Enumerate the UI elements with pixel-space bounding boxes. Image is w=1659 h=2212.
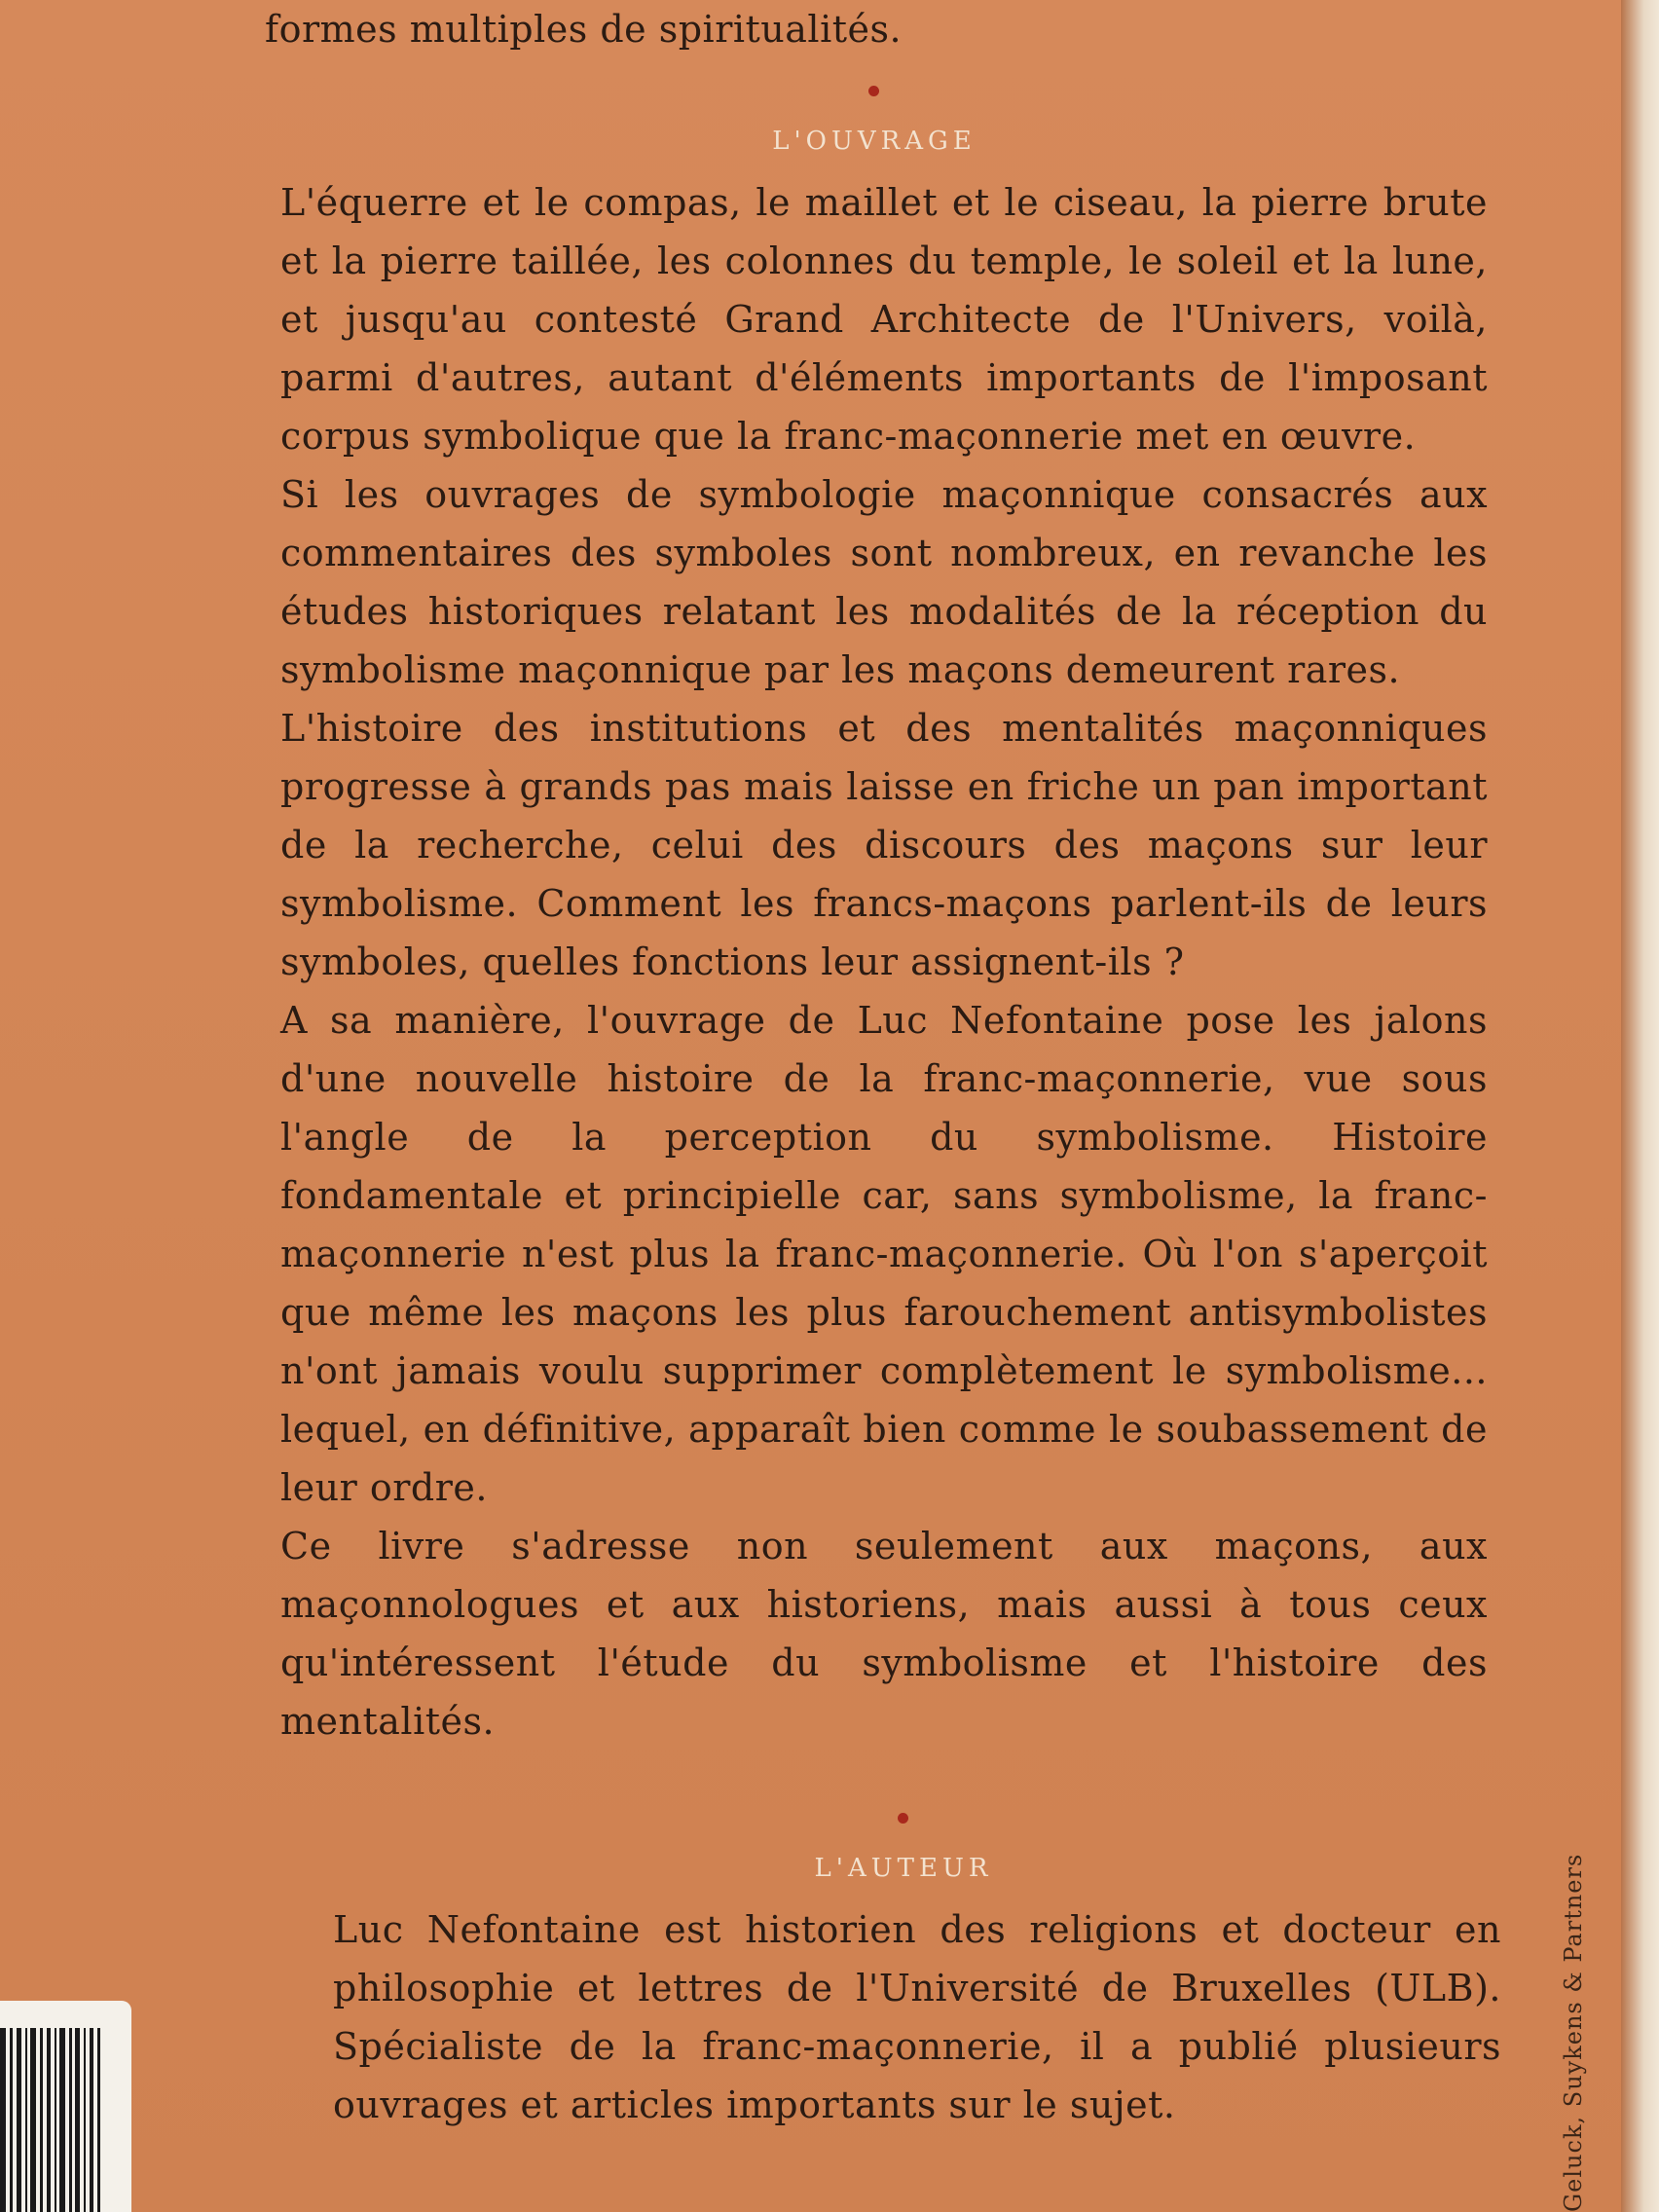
barcode (0, 2001, 131, 2212)
intro-text (265, 0, 1501, 58)
ouvrage-text (280, 173, 1488, 1751)
ouvrage-heading: L'OUVRAGE (772, 127, 977, 156)
auteur-heading: L'AUTEUR (814, 1854, 993, 1883)
auteur-text (333, 1900, 1501, 2134)
ouvrage-paragraph: Ce livre s'adresse non seulement aux maçons, aux maçonnologues et aux historiens, mais aussi à tous ceux qu'intéressent l'étude du symbolisme et l'histoire des mentalités. (280, 1525, 1488, 1743)
design-credit: Geluck, Suykens & Partners (1560, 1853, 1587, 2212)
ornament-dot (868, 86, 879, 96)
intro-last-line: formes multiples de spiritualités. (265, 8, 903, 51)
ouvrage-paragraph: A sa manière, l'ouvrage de Luc Nefontaine pose les jalons d'une nouvelle histoire de la franc-maçonnerie, vue sous l'angle de la perception du symbolisme. Histoire fondamentale et principielle car, sans symbolisme, la franc-maçonnerie n'est plus la franc-maçonnerie. Où l'on s'aperçoit que même les maçons les plus farouchement antisymbolistes n'ont jamais voulu supprimer complètement le symbolisme... lequel, en définitive, apparaît bien comme le soubassement de leur ordre. (280, 999, 1488, 1509)
auteur-paragraph: Luc Nefontaine est historien des religions et docteur en philosophie et lettres de l'Université de Bruxelles (ULB). Spécialiste de la franc-maçonnerie, il a publié plusieurs ouvrages et articles importants sur le sujet. (333, 1908, 1501, 2126)
ornament-dot (898, 1813, 908, 1824)
ouvrage-paragraph: L'équerre et le compas, le maillet et le ciseau, la pierre brute et la pierre taillée, les colonnes du temple, le soleil et la lune, et jusqu'au contesté Grand Architecte de l'Univers, voilà, parmi d'autres, autant d'éléments importants de l'imposant corpus symbolique que la franc-maçonnerie met en œuvre. (280, 181, 1488, 458)
ouvrage-paragraph: Si les ouvrages de symbologie maçonnique consacrés aux commentaires des symboles sont nombreux, en revanche les études historiques relatant les modalités de la réception du symbolisme maçonnique par les maçons demeurent rares. (280, 473, 1488, 691)
barcode-bars-icon (0, 2028, 131, 2212)
ouvrage-paragraph: L'histoire des institutions et des mentalités maçonniques progresse à grands pas mais laisse en friche un pan important de la recherche, celui des discours des maçons sur leur symbolisme. Comment les francs-maçons parlent-ils de leurs symboles, quelles fonctions leur assignent-ils ? (280, 707, 1488, 983)
book-page-edge (1621, 0, 1659, 2212)
